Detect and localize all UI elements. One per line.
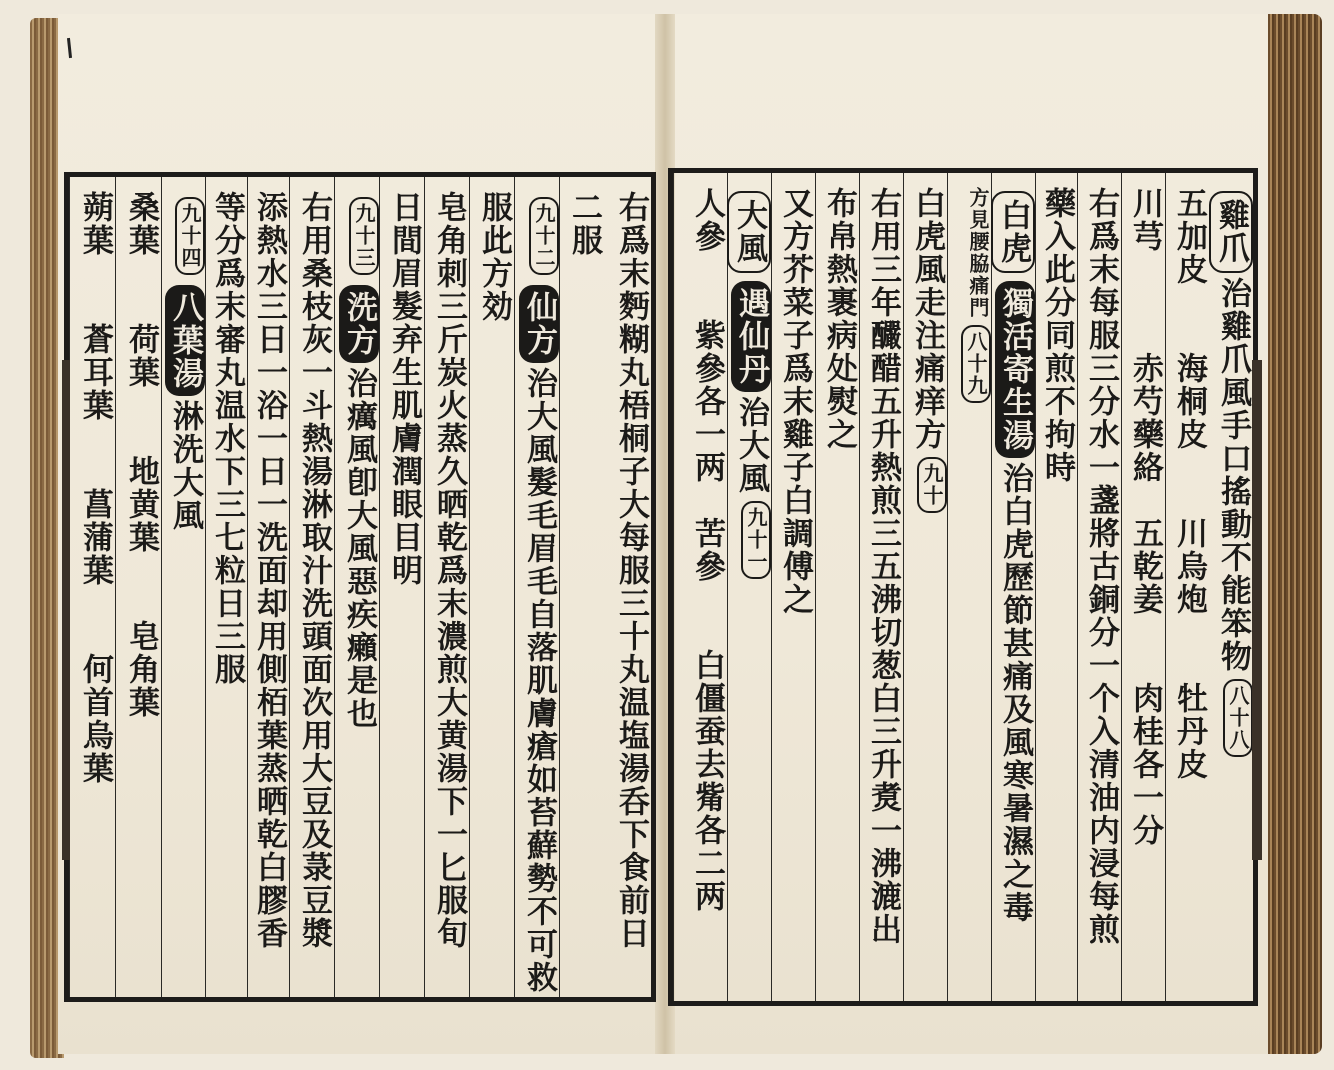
right-col-13 — [673, 173, 727, 1001]
recipe-text: 方見腰脇痛門 — [966, 187, 990, 319]
left-col-11 — [161, 177, 205, 997]
column-text — [728, 187, 771, 585]
column-text — [1209, 187, 1253, 763]
right-col-2 — [1165, 173, 1209, 1001]
right-col-11 — [771, 173, 815, 1001]
left-col-6 — [379, 177, 424, 997]
column-text: 二服 — [566, 191, 602, 257]
recipe-text: 治大風 — [733, 396, 769, 495]
recipe-number: 九十三 — [349, 197, 379, 275]
recipe-number: 九十一 — [741, 501, 771, 579]
recipe-text: 治大風髮毛眉毛自落肌膚瘡如苔蘚勢不可救 — [521, 367, 557, 994]
left-col-9 — [247, 177, 289, 997]
recipe-text: 治雞爪風手口搖動不能笨物 — [1215, 277, 1251, 673]
column-text: 藥入此分同煎不拘時 — [1039, 187, 1075, 484]
column-text — [992, 187, 1035, 924]
recipe-tag: 雞爪 — [1209, 191, 1253, 273]
recipe-number: 九十四 — [175, 197, 205, 275]
right-col-6 — [991, 173, 1035, 1001]
column-text: 右用桑枝灰一斗熱湯淋取汁洗頭面次用大豆及菉豆漿 — [296, 191, 332, 950]
recipe-name-tag: 獨活寄生湯 — [995, 281, 1035, 458]
column-text: 人參 紫參各一两 苦參 白僵蚕去觜各二两 — [689, 187, 725, 913]
column-text: 又方芥菜子爲末雞子白調傅之 — [777, 187, 813, 616]
recipe-name-tag: 遇仙丹 — [731, 281, 771, 392]
column-text: 添熱水三日一浴一日一洗面却用側栢葉蒸晒乾白膠香 — [251, 191, 287, 950]
left-col-3 — [514, 177, 559, 997]
recipe-text: 淋洗大風 — [167, 400, 203, 532]
right-col-7 — [947, 173, 991, 1001]
left-text-frame — [64, 172, 656, 1002]
recipe-tag: 仙方 — [519, 285, 559, 363]
fold-strip-right — [1252, 360, 1262, 860]
column-text: 等分爲末審丸温水下三七粒日三服 — [209, 191, 245, 686]
left-col-13 — [69, 177, 115, 997]
right-col-5 — [1035, 173, 1077, 1001]
recipe-tag: 八葉湯 — [165, 285, 205, 396]
left-col-4 — [469, 177, 514, 997]
column-text: 右用三年釅醋五升熱煎三五沸切葱白三升煑一沸漉出 — [865, 187, 901, 946]
column-text — [904, 187, 947, 519]
fold-strip-left — [62, 360, 70, 860]
column-text — [335, 191, 379, 730]
column-text: 右爲末麪糊丸梧桐子大每服三十丸温塩湯呑下食前日 — [613, 191, 649, 950]
right-col-4 — [1077, 173, 1121, 1001]
column-text: 桑葉 荷葉 地黄葉 皂角葉 — [123, 191, 159, 719]
right-text-frame — [668, 168, 1258, 1006]
right-col-12 — [727, 173, 771, 1001]
page-edges-right — [1262, 14, 1322, 1054]
recipe-number: 八十八 — [1223, 679, 1253, 757]
recipe-tag: 白虎 — [991, 191, 1035, 273]
column-text: 服此方効 — [476, 191, 512, 323]
column-text: 蒴葉 蒼耳葉 菖蒲葉 何首烏葉 — [77, 191, 113, 785]
left-col-12 — [115, 177, 161, 997]
left-col-7 — [334, 177, 379, 997]
recipe-number: 八十九 — [961, 325, 991, 403]
column-text: 川芎 赤芍藥絡 五乾姜 肉桂各一分 — [1127, 187, 1163, 847]
left-col-1 — [604, 177, 651, 997]
recipe-text: 白虎風走注痛痒方 — [909, 187, 945, 451]
recipe-text: 治癘風卽大風惡疾癩是也 — [341, 367, 377, 730]
recipe-text: 治白虎歷節甚痛及風寒暑濕之毒 — [997, 462, 1033, 924]
left-col-5 — [424, 177, 469, 997]
right-col-10 — [815, 173, 859, 1001]
column-text: 皂角刺三斤炭火蒸久晒乾爲末濃煎大黄湯下一匕服旬 — [431, 191, 467, 950]
right-col-1 — [1209, 173, 1253, 1001]
column-text: 右爲末每服三分水一盞將古銅分一个入清油内浸每煎 — [1083, 187, 1119, 946]
right-col-9 — [859, 173, 903, 1001]
column-text — [162, 191, 205, 532]
right-col-3 — [1121, 173, 1165, 1001]
column-text: 日間眉髮弃生肌膚潤眼目明 — [386, 191, 422, 587]
column-text: 五加皮 海桐皮 川烏炮 牡丹皮 — [1171, 187, 1207, 781]
column-text — [515, 191, 559, 994]
left-col-10 — [205, 177, 247, 997]
recipe-number: 九十二 — [529, 197, 559, 275]
recipe-number: 九十 — [917, 457, 947, 513]
recipe-tag: 大風 — [727, 191, 771, 273]
column-text: 布帛熱裹病处熨之 — [821, 187, 857, 451]
recipe-tag: 洗方 — [339, 285, 379, 363]
left-col-8 — [289, 177, 334, 997]
column-text — [948, 187, 991, 409]
right-col-8 — [903, 173, 947, 1001]
left-col-2 — [559, 177, 604, 997]
